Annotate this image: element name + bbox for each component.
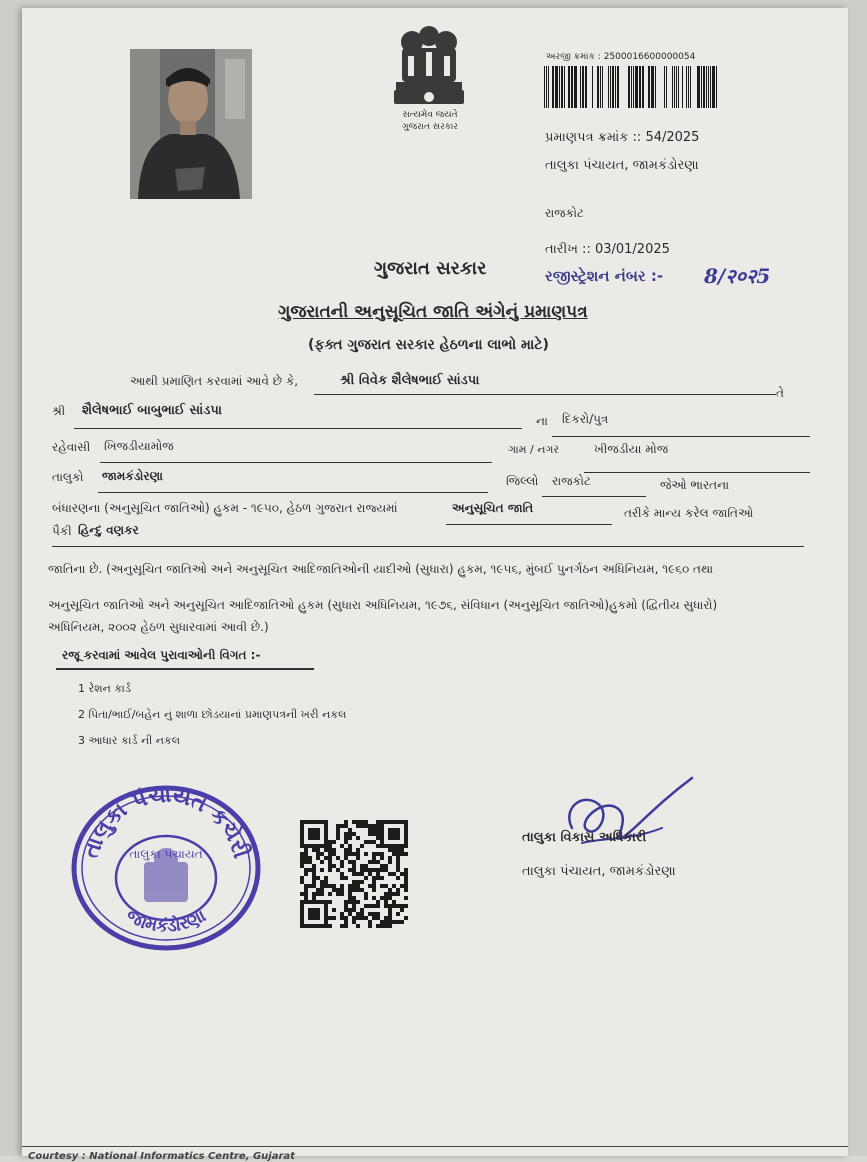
- resident-value: ખિજડીયામોજ: [104, 439, 174, 453]
- emblem-motto: સત્યમેવ જયતે: [402, 110, 458, 120]
- application-number: અરજી ક્રમાંક : 2500016600000054: [546, 52, 696, 62]
- district-underline: [542, 496, 646, 497]
- district-label: જિલ્લો: [506, 474, 539, 488]
- village-underline: [584, 472, 810, 473]
- shri-label: શ્રી: [52, 404, 66, 418]
- para-line-3: અધિનિયમ, ૨૦૦૨ હેઠળ સુધારવામાં આવી છે.): [48, 620, 269, 634]
- documents-underline: [56, 668, 314, 670]
- national-emblem-icon: [388, 22, 470, 110]
- certificate-title: ગુજરાતની અનુસૂચિત જાતિ અંગેનું પ્રમાણપત્ર: [278, 302, 588, 322]
- footer-rule: [22, 1146, 848, 1147]
- government-title: ગુજરાત સરકાર: [374, 258, 487, 279]
- documents-heading: રજૂ કરવામાં આવેલ પુરાવાઓની વિગત :-: [62, 648, 261, 662]
- father-underline: [74, 428, 522, 429]
- taluka-value: જામકંડોરણા: [102, 469, 163, 483]
- village-label: ગામ / નગર: [508, 443, 560, 456]
- resident-underline: [100, 462, 492, 463]
- barcode: [544, 66, 720, 108]
- footer-courtesy: Courtesy : National Informatics Centre, Gujarat: [28, 1151, 295, 1162]
- name-underline: [314, 394, 776, 395]
- signature-office: તાલુકા પંચાયત, જામકંડોરણા: [522, 864, 676, 879]
- issuing-office: તાલુકા પંચાયત, જામકંડોરણા: [545, 158, 699, 173]
- para-line-2: અનુસૂચિત જાતિઓ અને અનુસૂચિત આદિજાતિઓ હુકમ (સુધારા અધિનિયમ, ૧૯૭૬, સંવિધાન (અનુસૂચિત જાતિઓ)હુકમો (દ્વિતીય સુધારો): [48, 598, 718, 612]
- seal-center-text: તાલુકા પંચાયત: [129, 847, 203, 861]
- certificate-number: પ્રમાણપત્ર ક્રમાંક :: 54/2025: [545, 130, 700, 145]
- registration-number: 8/२०२5: [704, 264, 771, 288]
- seal-top-text: તાલુકા પંચાયત કચેરી: [78, 782, 254, 862]
- registration-label: રજીસ્ટ્રેશન નંબર :-: [545, 267, 664, 285]
- district-value: રાજકોટ: [552, 474, 591, 488]
- document-item: 1 રેશન કાર્ડ: [78, 682, 131, 695]
- applicant-name: શ્રી વિવેક શૈલેષભાઈ સાંડપા: [340, 373, 480, 388]
- svg-text:જામકંડોરણા: [123, 906, 210, 937]
- na-label: ના: [536, 414, 548, 428]
- category-underline: [446, 524, 612, 525]
- para-line-1: જાતિના છે. (અનુસૂચિત જાતિઓ અને અનુસૂચિત આદિજાતિઓની યાદીઓ (સુધારા) હુકમ, ૧૯૫૬, મુંબઈ પુનર્ગઠન અધિનિયમ, ૧૯૬૦ તથા: [48, 562, 714, 576]
- applicant-photo: [130, 49, 252, 199]
- qr-code: [300, 820, 408, 928]
- taluka-label: તાલુકો: [52, 470, 84, 484]
- caste-underline: [52, 546, 804, 547]
- resident-label: રહેવાસી: [52, 440, 91, 454]
- village-value: ખીજડીયા મોજ: [594, 442, 669, 456]
- document-item: 3 આધાર કાર્ડ ની નકલ: [78, 734, 181, 747]
- seal-bottom-text: જામકંડોરણા: [122, 905, 210, 937]
- te-text: તે: [776, 386, 784, 400]
- order-text: બંધારણના (અનુસૂચિત જાતિઓ) હુકમ - ૧૯૫૦, હેઠળ ગુજરાત રાજ્યમાં: [52, 501, 398, 515]
- citizen-text: જેઓ ભારતના: [660, 478, 730, 492]
- recognized-text: તરીકે માન્ય કરેલ જાતિઓ: [624, 506, 754, 520]
- certificate-sheet: [22, 8, 848, 1162]
- emblem-govt-label: ગુજરાત સરકાર: [402, 122, 458, 132]
- taluka-underline: [98, 492, 488, 493]
- certificate-subtitle: (ફક્ત ગુજરાત સરકાર હેઠળના લાભો માટે): [308, 337, 549, 353]
- issuing-district: રાજકોટ: [545, 206, 584, 220]
- father-name: શૈલેષભાઈ બાબુભાઈ સાંડપા: [82, 403, 222, 418]
- relation-value: દિકરો/પુત્ર: [562, 412, 609, 426]
- among-label: પૈકી: [52, 524, 72, 538]
- document-item: 2 પિતા/ભાઈ/બહેન નું શાળા છોડયાનાં પ્રમાણપત્રની ખરી નકલ: [78, 708, 347, 721]
- intro-text: આથી પ્રમાણિત કરવામાં આવે છે કે,: [130, 374, 299, 388]
- issue-date: તારીખ :: 03/01/2025: [545, 242, 670, 257]
- signature-title: તાલુકા વિકાસ અધિકારી: [522, 830, 647, 845]
- relation-underline: [552, 436, 810, 437]
- category-value: અનુસૂચિત જાતિ: [452, 501, 534, 515]
- caste-value: હિન્દુ વણકર: [78, 523, 139, 537]
- taluka-panchayat-seal: [66, 782, 266, 954]
